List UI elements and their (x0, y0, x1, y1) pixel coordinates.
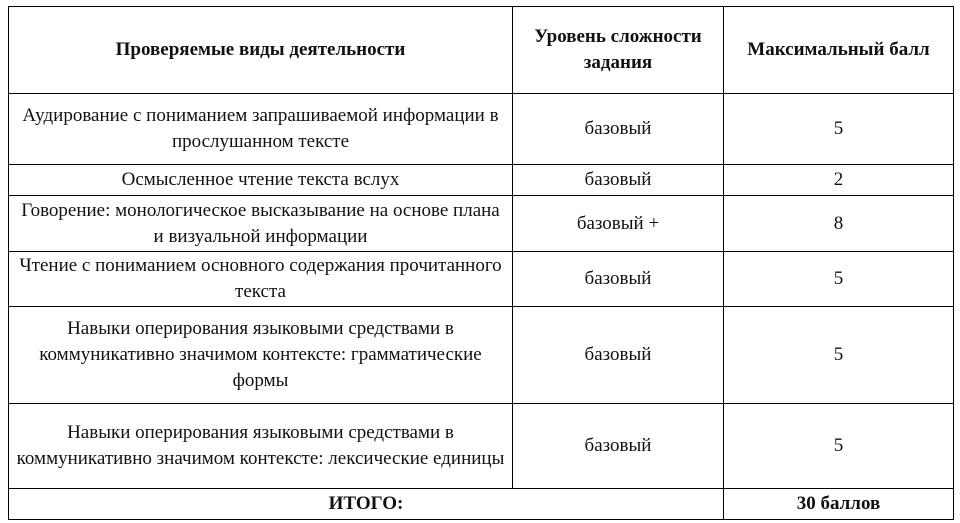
table-row (9, 165, 954, 196)
score-cell: 2 (724, 165, 954, 196)
level-cell: базовый (513, 307, 724, 404)
header-activity: Проверяемые виды деятельности (9, 7, 513, 94)
score-cell: 5 (724, 94, 954, 165)
total-label: ИТОГО: (9, 489, 724, 520)
table-row (9, 252, 954, 307)
level-cell: базовый (513, 404, 724, 489)
total-row (9, 489, 954, 520)
score-cell: 5 (724, 252, 954, 307)
table-row (9, 94, 954, 165)
score-cell: 5 (724, 404, 954, 489)
header-max-score: Максимальный балл (724, 7, 954, 94)
table-header-row (9, 7, 954, 94)
activity-cell: Чтение с пониманием основного содержания прочитанного текста (9, 252, 513, 307)
score-cell: 8 (724, 196, 954, 252)
activity-cell: Аудирование с пониманием запрашиваемой информации в прослушанном тексте (9, 94, 513, 165)
score-cell: 5 (724, 307, 954, 404)
activity-cell: Говорение: монологическое высказывание на основе плана и визуальной информации (9, 196, 513, 252)
table-row (9, 307, 954, 404)
assessment-table (8, 6, 954, 520)
table-row (9, 404, 954, 489)
level-cell: базовый (513, 165, 724, 196)
level-cell: базовый + (513, 196, 724, 252)
total-score: 30 баллов (724, 489, 954, 520)
activity-cell: Осмысленное чтение текста вслух (9, 165, 513, 196)
header-level: Уровень сложности задания (513, 7, 724, 94)
level-cell: базовый (513, 94, 724, 165)
table-row (9, 196, 954, 252)
level-cell: базовый (513, 252, 724, 307)
activity-cell: Навыки оперирования языковыми средствами в коммуникативно значимом контексте: лексические единицы (9, 404, 513, 489)
activity-cell: Навыки оперирования языковыми средствами в коммуникативно значимом контексте: грамматические формы (9, 307, 513, 404)
